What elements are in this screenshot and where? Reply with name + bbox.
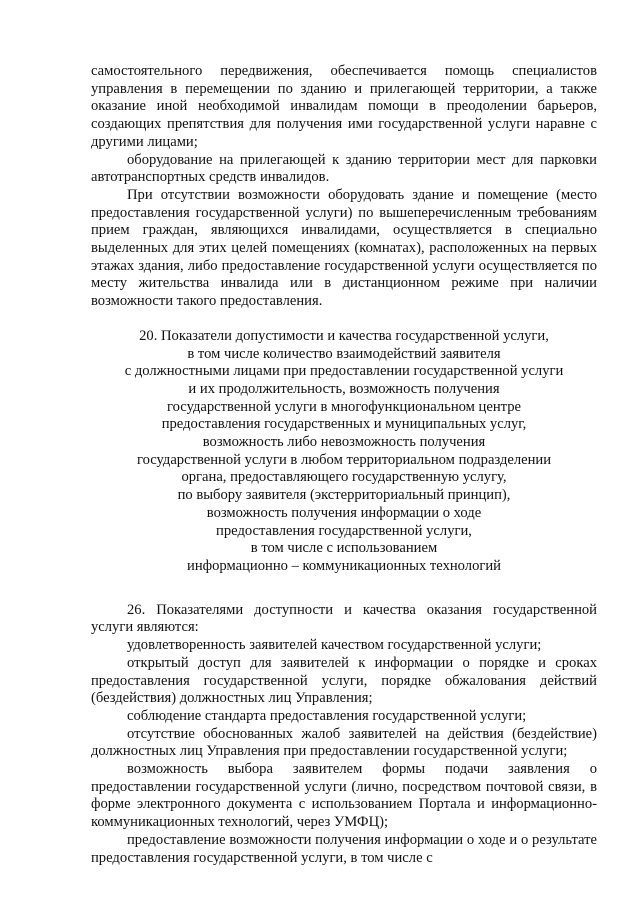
spacer [91,311,597,328]
paragraph-alternative-reception: При отсутствии возможности оборудовать здание и помещение (место предоставления государственной услуги) по вышеперечисленным требованиям прием граждан, являющихся инвалидами, осуществляется в специально выделенных для этих целей помещениях (комнатах), расположенных на первых этажах здания, либо предоставление государственной услуги осуществляется по месту жительства инвалида или в дистанционном режиме при наличии возможности такого предоставления. [91,186,597,310]
heading-line: с должностными лицами при предоставлении государственной услуги [124,363,564,380]
heading-line: предоставления государственной услуги, [216,522,472,539]
heading-line: по выбору заявителя (экстерриториальный принцип), [177,487,511,504]
paragraph-item-26: 26. Показателями доступности и качества оказания государственной услуги являются: [91,601,597,636]
list-item-standard: соблюдение стандарта предоставления государственной услуги; [127,707,527,724]
paragraph-parking: оборудование на прилегающей к зданию территории мест для парковки автотранспортных средств инвалидов. [91,151,597,186]
heading-line: в том числе с использованием [250,540,438,557]
heading-line: возможность получения информации о ходе [206,504,482,521]
document-page [91,63,597,867]
heading-line: предоставления государственных и муниципальных услуг, [161,416,527,433]
heading-line: и их продолжительность, возможность получения [188,380,500,397]
heading-line: возможность либо невозможность получения [202,434,486,451]
list-item-open-access: открытый доступ для заявителей к информации о порядке и сроках предоставления государственной услуги, порядке обжалования действий (бездействия) должностных лиц Управления; [91,654,597,707]
heading-line: органа, предоставляющего государственную услугу, [181,469,507,486]
list-item-submission-form: возможность выбора заявителем формы подачи заявления о предоставлении государственной услуги (лично, посредством почтовой связи, в форме электронного документа с использованием Портала и информационно-коммуникационных технологий, через УМФЦ); [91,761,597,831]
section-heading-20 [91,328,597,576]
paragraph-assistance: самостоятельного передвижения, обеспечивается помощь специалистов управления в перемещении по зданию и прилегающей территории, а также оказание иной необходимой инвалидам помощи в преодолении барьеров, создающих препятствия для получения ими государственной услуги наравне с другими лицами; [91,63,597,150]
heading-line: 20. Показатели допустимости и качества государственной услуги, [139,327,549,344]
heading-line: информационно – коммуникационных технологий [187,557,501,574]
heading-line: государственной услуги в любом территориальном подразделении [136,451,552,468]
heading-line: государственной услуги в многофункциональном центре [167,398,521,415]
list-item-progress-info: предоставление возможности получения информации о ходе и о результате предоставления государственной услуги, в том числе с [91,831,597,866]
list-item-no-complaints: отсутствие обоснованных жалоб заявителей на действия (бездействие) должностных лиц Управления при предоставлении государственной услуги; [91,725,597,760]
spacer [91,576,597,602]
heading-line: в том числе количество взаимодействий заявителя [187,345,501,362]
list-item-satisfaction: удовлетворенность заявителей качеством государственной услуги; [127,637,542,654]
